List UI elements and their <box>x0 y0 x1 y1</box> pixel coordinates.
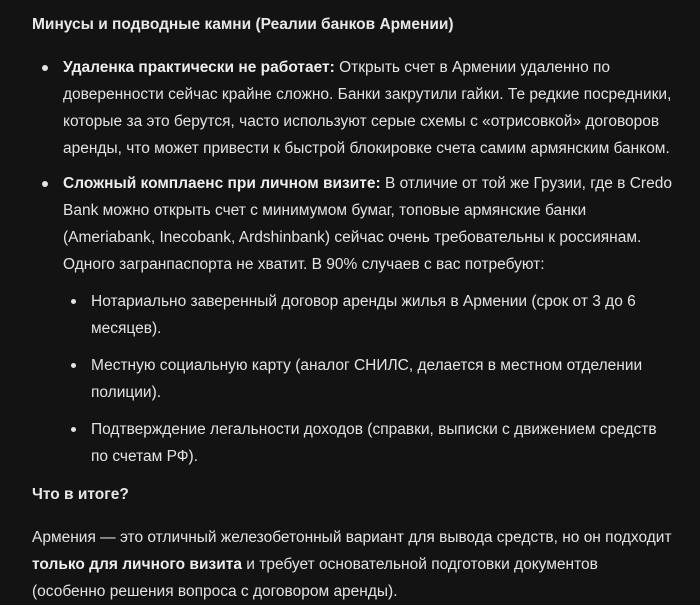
list-item-compliance <box>32 170 672 470</box>
list-item-remote <box>32 54 672 162</box>
response-content <box>32 10 672 605</box>
section-heading-cons: Минусы и подводные камни (Реалии банков Армении) <box>32 16 454 33</box>
section-heading-summary: Что в итоге? <box>32 486 129 503</box>
list-item-bold: Сложный комплаенс при личном визите: <box>63 175 381 192</box>
sub-item-rental: Нотариально заверенный договор аренды жилья в Армении (срок от 3 до 6 месяцев). <box>63 288 672 342</box>
sub-item-social-card: Местную социальную карту (аналог СНИЛС, делается в местном отделении полиции). <box>63 352 672 406</box>
cons-list <box>32 54 672 470</box>
requirements-list <box>63 288 672 470</box>
summary-paragraph <box>32 524 672 605</box>
summary-text-after: и требует основательной подготовки документов (особенно решения вопроса с договором аренды). <box>32 556 598 600</box>
list-item-text: В отличие от той же Грузии, где в Credo Bank можно открыть счет с минимумом бумаг, топовые армянские банки (Ameriabank, Inecobank, Ardshinbank) сейчас очень требовательны к россиянам. Одного загранпаспорта не хватит. В 90% случаев с вас потребуют: <box>63 175 672 273</box>
list-item-text: Открыть счет в Армении удаленно по доверенности сейчас крайне сложно. Банки закрутили гайки. Те редкие посредники, которые за это берутся, часто используют серые схемы с «отрисовкой» договоров аренды, что может привести к быстрой блокировке счета самим армянским банком. <box>63 59 672 157</box>
summary-bold: только для личного визита <box>32 556 242 573</box>
list-item-bold: Удаленка практически не работает: <box>63 59 335 76</box>
summary-text-before: Армения — это отличный железобетонный вариант для вывода средств, но он подходит <box>32 529 672 546</box>
sub-item-income: Подтверждение легальности доходов (справки, выписки с движением средств по счетам РФ). <box>63 416 672 470</box>
